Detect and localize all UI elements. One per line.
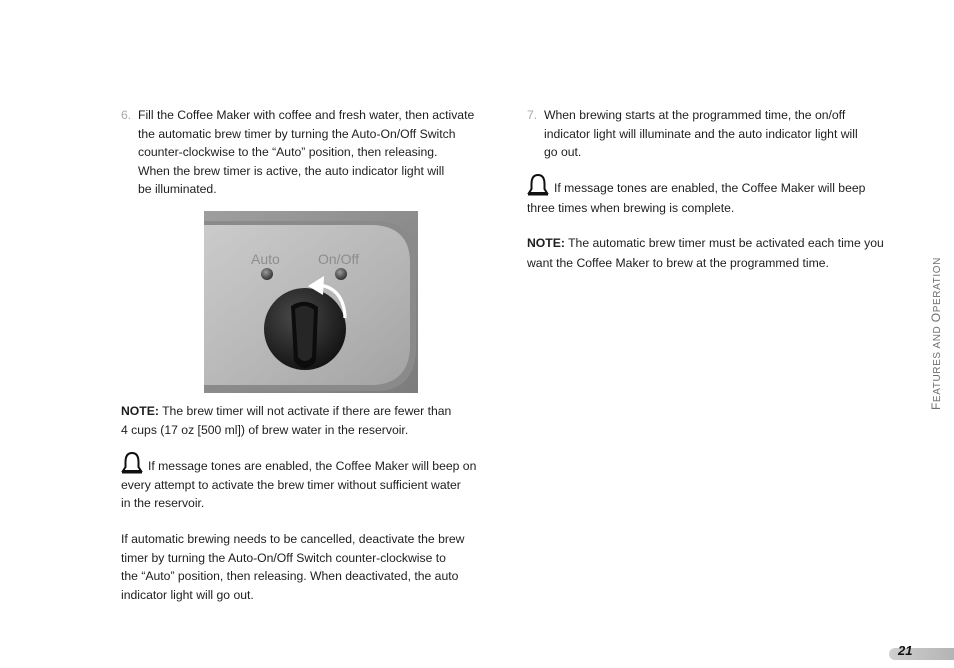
note-label: NOTE: [527, 236, 565, 250]
cancel-line-4: indicator light will go out. [121, 587, 254, 602]
step-6-line-5: be illuminated. [138, 182, 217, 197]
cancel-line-2: timer by turning the Auto-On/Off Switch counter-clockwise to [121, 550, 446, 565]
note-right-line-2: want the Coffee Maker to brew at the programmed time. [527, 255, 829, 270]
section-side-label: FEATURES AND OPERATION [929, 257, 943, 410]
bell-icon [527, 173, 549, 197]
note-line-1: NOTE: The brew timer will not activate if there are fewer than [121, 404, 452, 418]
photo-label-auto: Auto [251, 251, 280, 267]
bell-icon [121, 451, 143, 475]
tone-right-line-1: If message tones are enabled, the Coffee Maker will beep [554, 181, 866, 195]
tone-left-line-1: If message tones are enabled, the Coffee Maker will beep on [148, 459, 477, 473]
step-6-line-4: When the brew timer is active, the auto indicator light will [138, 163, 445, 178]
note-line-2: 4 cups (17 oz [500 ml]) of brew water in the reservoir. [121, 422, 409, 437]
tone-left-line-2: every attempt to activate the brew timer without sufficient water [121, 477, 461, 492]
step-7-number: 7. [527, 108, 538, 122]
page-number: 21 [898, 643, 913, 658]
cancel-line-1: If automatic brewing needs to be cancelled, deactivate the brew [121, 532, 465, 546]
note-right-line-1: NOTE: The automatic brew timer must be activated each time you [527, 236, 884, 250]
step-7-line-3: go out. [544, 145, 582, 160]
tone-right-line-2: three times when brewing is complete. [527, 200, 735, 215]
note-label: NOTE: [121, 404, 159, 418]
tone-left-line-3: in the reservoir. [121, 496, 205, 511]
step-7-line-1: When brewing starts at the programmed time, the on/off [544, 108, 846, 122]
step-6-number: 6. [121, 108, 132, 122]
step-6-line-2: the automatic brew timer by turning the Auto-On/Off Switch [138, 126, 456, 141]
step-6-line-3: counter-clockwise to the “Auto” position, then releasing. [138, 145, 438, 160]
photo-label-onoff: On/Off [318, 251, 359, 267]
cancel-line-3: the “Auto” position, then releasing. When deactivated, the auto [121, 569, 459, 584]
auto-switch-photo [204, 211, 418, 393]
step-6-line-1: Fill the Coffee Maker with coffee and fresh water, then activate [138, 108, 475, 122]
step-7-line-2: indicator light will illuminate and the auto indicator light will [544, 126, 858, 141]
